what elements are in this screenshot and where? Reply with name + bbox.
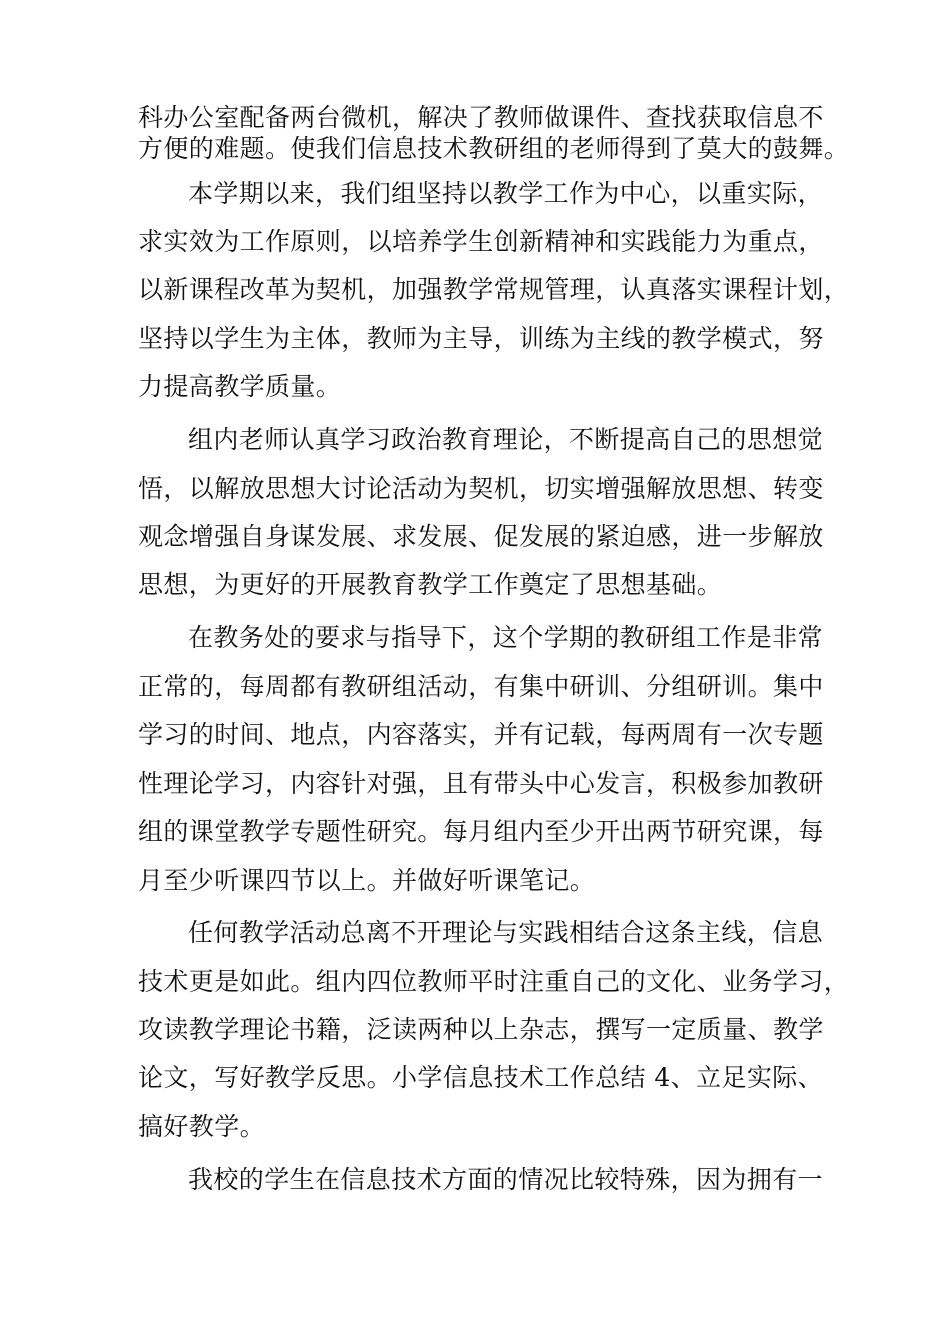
text-line: 学习的时间、地点，内容落实，并有记载，每两周有一次专题 xyxy=(138,720,824,749)
text-line: 以新课程改革为契机，加强教学常规管理，认真落实课程计划， xyxy=(138,275,850,304)
text-line: 攻读教学理论书籍，泛读两种以上杂志，撰写一定质量、教学 xyxy=(138,1015,824,1044)
text-line: 坚持以学生为主体，教师为主导，训练为主线的教学模式，努 xyxy=(138,324,824,353)
text-line: 思想，为更好的开展教育教学工作奠定了思想基础。 xyxy=(138,570,723,599)
paragraph-first-line: 在教务处的要求与指导下，这个学期的教研组工作是非常 xyxy=(188,623,824,652)
text-line: 正常的，每周都有教研组活动，有集中研训、分组研训。集中 xyxy=(138,672,824,701)
text-line: 方便的难题。使我们信息技术教研组的老师得到了莫大的鼓舞。 xyxy=(138,134,850,163)
text-line: 观念增强自身谋发展、求发展、促发展的紧迫感，进一步解放 xyxy=(138,522,824,551)
paragraph-first-line: 我校的学生在信息技术方面的情况比较特殊，因为拥有一 xyxy=(188,1165,824,1194)
paragraph-first-line: 任何教学活动总离不开理论与实践相结合这条主线，信息 xyxy=(188,918,824,947)
text-line: 组的课堂教学专题性研究。每月组内至少开出两节研究课，每 xyxy=(138,817,824,846)
paragraph-first-line: 本学期以来，我们组坚持以教学工作为中心，以重实际， xyxy=(188,179,824,208)
paragraph-first-line: 组内老师认真学习政治教育理论，不断提高自己的思想觉 xyxy=(188,425,824,454)
text-line: 技术更是如此。组内四位教师平时注重自己的文化、业务学习， xyxy=(138,967,850,996)
text-line: 论文，写好教学反思。小学信息技术工作总结 4、立足实际、 xyxy=(138,1063,824,1092)
text-line: 搞好教学。 xyxy=(138,1112,266,1141)
text-line: 力提高教学质量。 xyxy=(138,372,342,401)
text-line: 月至少听课四节以上。并做好听课笔记。 xyxy=(138,866,596,895)
text-line: 悟，以解放思想大讨论活动为契机，切实增强解放思想、转变 xyxy=(138,474,824,503)
text-line: 科办公室配备两台微机，解决了教师做课件、查找获取信息不 xyxy=(138,103,824,132)
text-line: 求实效为工作原则，以培养学生创新精神和实践能力为重点， xyxy=(138,227,824,256)
text-line: 性理论学习，内容针对强，且有带头中心发言，积极参加教研 xyxy=(138,769,824,798)
